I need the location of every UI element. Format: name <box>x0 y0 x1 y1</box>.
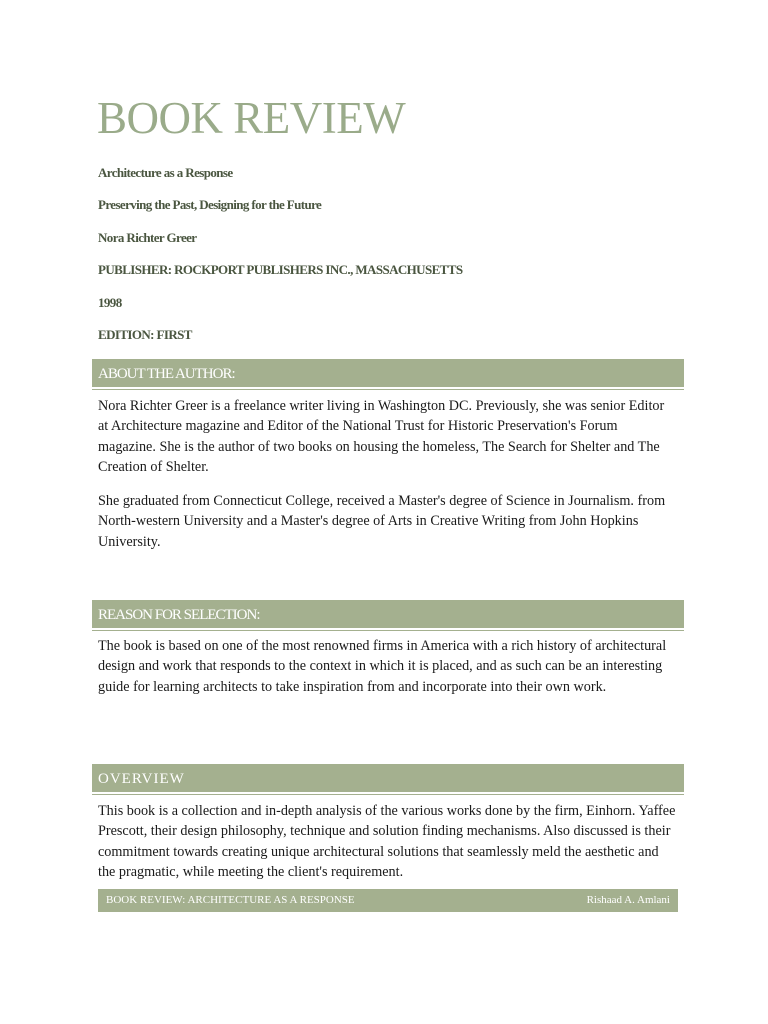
book-title: Architecture as a Response <box>98 165 233 180</box>
about-author-paragraph-2: She graduated from Connecticut College, received a Master's degree of Science in Journalism. from North-western University and a Master's degree of Arts in Creative Writing from John Hopkins University. <box>98 493 666 550</box>
page-title: BOOK REVIEW <box>97 93 406 143</box>
section-heading-about-author: ABOUT THE AUTHOR: <box>92 359 684 389</box>
section-heading-overview: OVERVIEW <box>92 764 684 794</box>
footer-document-title: BOOK REVIEW: ARCHITECTURE AS A RESPONSE <box>106 894 355 906</box>
book-edition: EDITION: FIRST <box>98 327 192 342</box>
reason-for-selection-paragraph: The book is based on one of the most renowned firms in America with a rich history of architectural design and work that responds to the context in which it is placed, and as such can be an interesting guide for learning architects to take inspiration from and incorporate into their own work. <box>98 638 667 695</box>
overview-paragraph: This book is a collection and in-depth analysis of the various works done by the firm, Einhorn. Yaffee Prescott, their design philosophy, technique and solution finding mechanisms. Also discussed is their commitment towards creating unique architectural solutions that seamlessly meld the aesthetic and the pragmatic, while meeting the client's requirement. <box>98 803 676 880</box>
book-year: 1998 <box>98 295 122 310</box>
about-author-paragraph-1: Nora Richter Greer is a freelance writer living in Washington DC. Previously, she was senior Editor at Architecture magazine and Editor of the National Trust for Historic Preservation's Forum magazine. She is the author of two books on housing the homeless, The Search for Shelter and The Creation of Shelter. <box>98 398 665 475</box>
book-publisher: PUBLISHER: ROCKPORT PUBLISHERS INC., MASSACHUSETTS <box>98 262 463 277</box>
book-subtitle: Preserving the Past, Designing for the Future <box>98 197 322 212</box>
page-footer <box>98 889 678 912</box>
book-author: Nora Richter Greer <box>98 230 197 245</box>
section-heading-reason-for-selection: REASON FOR SELECTION: <box>92 600 684 630</box>
footer-author-name: Rishaad A. Amlani <box>586 894 670 906</box>
